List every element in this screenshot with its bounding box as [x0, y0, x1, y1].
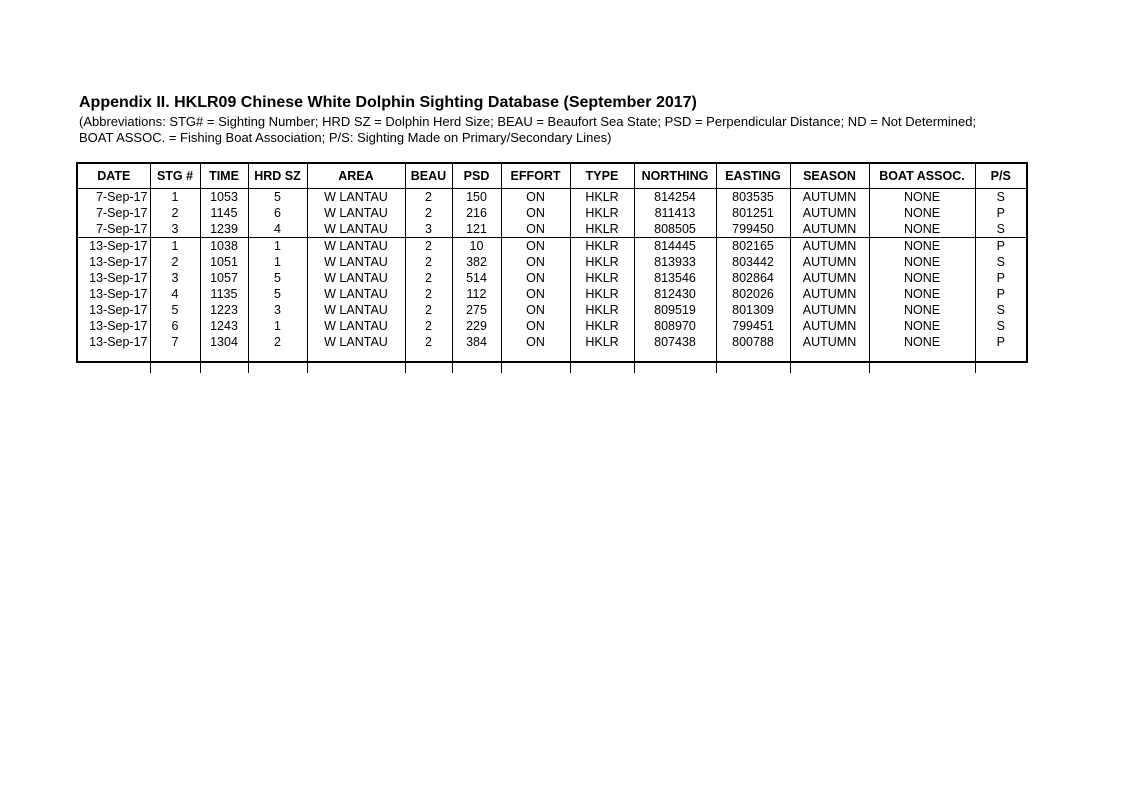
cell-ps: P	[975, 270, 1026, 286]
cell-time: 1135	[200, 286, 248, 302]
header-ps: P/S	[975, 164, 1026, 189]
cell-date: 13-Sep-17	[89, 255, 148, 269]
cell-season: AUTUMN	[790, 205, 869, 221]
table-row	[78, 238, 1026, 255]
cell-easting: 800788	[716, 334, 790, 350]
cell-stg: 1	[150, 189, 200, 206]
abbreviations-line-2: BOAT ASSOC. = Fishing Boat Association; P/S: Sighting Made on Primary/Secondary Lines)	[79, 130, 612, 145]
cell-area: W LANTAU	[307, 286, 405, 302]
table-row	[78, 270, 1026, 286]
cell-boat-assoc: NONE	[869, 318, 975, 334]
cell-ps: S	[975, 189, 1026, 206]
cell-beau: 3	[405, 221, 452, 238]
table-row	[78, 318, 1026, 334]
cell-boat-assoc: NONE	[869, 286, 975, 302]
cell-time: 1223	[200, 302, 248, 318]
cell-hrd-sz: 5	[248, 270, 307, 286]
cell-ps: S	[975, 221, 1026, 238]
cell-date: 13-Sep-17	[89, 287, 148, 301]
cell-easting: 799450	[716, 221, 790, 238]
cell-easting: 802165	[716, 238, 790, 255]
cell-hrd-sz: 1	[248, 238, 307, 255]
cell-ps: S	[975, 318, 1026, 334]
cell-boat-assoc: NONE	[869, 238, 975, 255]
cell-psd: 384	[452, 334, 501, 350]
cell-northing: 809519	[634, 302, 716, 318]
cell-hrd-sz: 6	[248, 205, 307, 221]
filler-cell	[405, 350, 452, 373]
cell-easting: 802026	[716, 286, 790, 302]
cell-area: W LANTAU	[307, 318, 405, 334]
cell-season: AUTUMN	[790, 302, 869, 318]
cell-beau: 2	[405, 334, 452, 350]
cell-effort: ON	[501, 254, 570, 270]
cell-ps: P	[975, 238, 1026, 255]
cell-season: AUTUMN	[790, 270, 869, 286]
cell-date: 13-Sep-17	[78, 238, 150, 255]
cell-northing: 814445	[634, 238, 716, 255]
filler-cell	[501, 350, 570, 373]
cell-easting: 799451	[716, 318, 790, 334]
cell-season: AUTUMN	[790, 334, 869, 350]
cell-ps: P	[975, 334, 1026, 350]
sighting-table	[78, 164, 1026, 373]
cell-psd: 275	[452, 302, 501, 318]
cell-northing: 808970	[634, 318, 716, 334]
cell-stg: 4	[150, 286, 200, 302]
filler-cell	[150, 350, 200, 373]
cell-easting: 801309	[716, 302, 790, 318]
cell-effort: ON	[501, 302, 570, 318]
filler-cell	[570, 350, 634, 373]
cell-boat-assoc: NONE	[869, 254, 975, 270]
table-row	[78, 205, 1026, 221]
cell-area: W LANTAU	[307, 334, 405, 350]
filler-cell	[200, 350, 248, 373]
header-easting: EASTING	[716, 164, 790, 189]
cell-date: 7-Sep-17	[96, 222, 148, 236]
cell-stg: 3	[150, 221, 200, 238]
cell-easting: 801251	[716, 205, 790, 221]
table-row	[78, 189, 1026, 206]
cell-area: W LANTAU	[307, 302, 405, 318]
header-type: TYPE	[570, 164, 634, 189]
filler-cell	[790, 350, 869, 373]
cell-hrd-sz: 1	[248, 254, 307, 270]
cell-stg: 7	[150, 334, 200, 350]
cell-boat-assoc: NONE	[869, 334, 975, 350]
cell-beau: 2	[405, 189, 452, 206]
cell-psd: 514	[452, 270, 501, 286]
cell-beau: 2	[405, 270, 452, 286]
cell-time: 1243	[200, 318, 248, 334]
filler-cell	[975, 350, 1026, 373]
header-boat-assoc: BOAT ASSOC.	[869, 164, 975, 189]
cell-stg: 3	[150, 270, 200, 286]
filler-cell	[716, 350, 790, 373]
table-row	[78, 302, 1026, 318]
cell-season: AUTUMN	[790, 189, 869, 206]
table-body	[78, 189, 1026, 374]
cell-time: 1053	[200, 189, 248, 206]
cell-beau: 2	[405, 286, 452, 302]
cell-type: HKLR	[570, 189, 634, 206]
table-row	[78, 286, 1026, 302]
cell-season: AUTUMN	[790, 238, 869, 255]
cell-type: HKLR	[570, 221, 634, 238]
cell-hrd-sz: 5	[248, 189, 307, 206]
cell-season: AUTUMN	[790, 286, 869, 302]
filler-cell	[452, 350, 501, 373]
table-row	[78, 221, 1026, 238]
cell-northing: 814254	[634, 189, 716, 206]
header-psd: PSD	[452, 164, 501, 189]
cell-date: 13-Sep-17	[89, 303, 148, 317]
cell-boat-assoc: NONE	[869, 270, 975, 286]
cell-hrd-sz: 2	[248, 334, 307, 350]
header-hrd-sz: HRD SZ	[248, 164, 307, 189]
cell-time: 1304	[200, 334, 248, 350]
cell-hrd-sz: 4	[248, 221, 307, 238]
cell-boat-assoc: NONE	[869, 302, 975, 318]
cell-easting: 802864	[716, 270, 790, 286]
filler-cell	[869, 350, 975, 373]
table-row	[78, 254, 1026, 270]
cell-beau: 2	[405, 318, 452, 334]
cell-stg: 2	[150, 205, 200, 221]
cell-stg: 6	[150, 318, 200, 334]
abbreviations-line-1: (Abbreviations: STG# = Sighting Number; HRD SZ = Dolphin Herd Size; BEAU = Beaufort Sea State; PSD = Perpendicular Distance; ND = Not Determined;	[79, 114, 977, 129]
header-effort: EFFORT	[501, 164, 570, 189]
header-date: DATE	[78, 164, 150, 189]
filler-cell	[78, 350, 150, 373]
filler-cell	[634, 350, 716, 373]
table-row	[78, 334, 1026, 350]
cell-boat-assoc: NONE	[869, 221, 975, 238]
cell-date: 13-Sep-17	[89, 335, 148, 349]
cell-ps: S	[975, 254, 1026, 270]
cell-beau: 2	[405, 254, 452, 270]
cell-hrd-sz: 5	[248, 286, 307, 302]
cell-effort: ON	[501, 286, 570, 302]
cell-area: W LANTAU	[307, 270, 405, 286]
cell-season: AUTUMN	[790, 254, 869, 270]
cell-effort: ON	[501, 189, 570, 206]
cell-time: 1239	[200, 221, 248, 238]
cell-boat-assoc: NONE	[869, 205, 975, 221]
cell-northing: 807438	[634, 334, 716, 350]
cell-area: W LANTAU	[307, 205, 405, 221]
header-area: AREA	[307, 164, 405, 189]
cell-stg: 2	[150, 254, 200, 270]
cell-ps: P	[975, 205, 1026, 221]
cell-beau: 2	[405, 302, 452, 318]
cell-type: HKLR	[570, 334, 634, 350]
table-filler-row	[78, 350, 1026, 373]
header-time: TIME	[200, 164, 248, 189]
cell-psd: 229	[452, 318, 501, 334]
header-stg: STG #	[150, 164, 200, 189]
cell-season: AUTUMN	[790, 221, 869, 238]
filler-cell	[248, 350, 307, 373]
abbreviations-note	[79, 114, 979, 146]
cell-northing: 811413	[634, 205, 716, 221]
cell-date: 7-Sep-17	[96, 190, 148, 204]
cell-date: 7-Sep-17	[96, 206, 148, 220]
cell-type: HKLR	[570, 270, 634, 286]
header-beau: BEAU	[405, 164, 452, 189]
cell-effort: ON	[501, 334, 570, 350]
cell-northing: 812430	[634, 286, 716, 302]
cell-ps: S	[975, 302, 1026, 318]
cell-beau: 2	[405, 238, 452, 255]
cell-psd: 10	[452, 238, 501, 255]
cell-easting: 803535	[716, 189, 790, 206]
header-northing: NORTHING	[634, 164, 716, 189]
cell-type: HKLR	[570, 205, 634, 221]
cell-type: HKLR	[570, 254, 634, 270]
cell-northing: 813546	[634, 270, 716, 286]
cell-time: 1145	[200, 205, 248, 221]
cell-psd: 150	[452, 189, 501, 206]
cell-effort: ON	[501, 238, 570, 255]
cell-type: HKLR	[570, 238, 634, 255]
filler-cell	[307, 350, 405, 373]
cell-psd: 216	[452, 205, 501, 221]
cell-stg: 5	[150, 302, 200, 318]
cell-psd: 112	[452, 286, 501, 302]
table-header-row	[78, 164, 1026, 189]
cell-effort: ON	[501, 221, 570, 238]
cell-effort: ON	[501, 205, 570, 221]
cell-time: 1051	[200, 254, 248, 270]
cell-date: 13-Sep-17	[89, 319, 148, 333]
cell-area: W LANTAU	[307, 221, 405, 238]
cell-area: W LANTAU	[307, 189, 405, 206]
header-season: SEASON	[790, 164, 869, 189]
cell-psd: 121	[452, 221, 501, 238]
cell-northing: 813933	[634, 254, 716, 270]
cell-type: HKLR	[570, 318, 634, 334]
cell-hrd-sz: 3	[248, 302, 307, 318]
cell-type: HKLR	[570, 302, 634, 318]
cell-time: 1038	[200, 238, 248, 255]
cell-hrd-sz: 1	[248, 318, 307, 334]
cell-psd: 382	[452, 254, 501, 270]
cell-effort: ON	[501, 318, 570, 334]
cell-date: 13-Sep-17	[89, 271, 148, 285]
cell-northing: 808505	[634, 221, 716, 238]
cell-stg: 1	[150, 238, 200, 255]
cell-effort: ON	[501, 270, 570, 286]
cell-area: W LANTAU	[307, 238, 405, 255]
cell-beau: 2	[405, 205, 452, 221]
sighting-table-frame	[76, 162, 1028, 363]
page-title: Appendix II. HKLR09 Chinese White Dolphin Sighting Database (September 2017)	[79, 94, 697, 111]
cell-easting: 803442	[716, 254, 790, 270]
cell-time: 1057	[200, 270, 248, 286]
cell-area: W LANTAU	[307, 254, 405, 270]
cell-ps: P	[975, 286, 1026, 302]
cell-boat-assoc: NONE	[869, 189, 975, 206]
cell-type: HKLR	[570, 286, 634, 302]
cell-season: AUTUMN	[790, 318, 869, 334]
